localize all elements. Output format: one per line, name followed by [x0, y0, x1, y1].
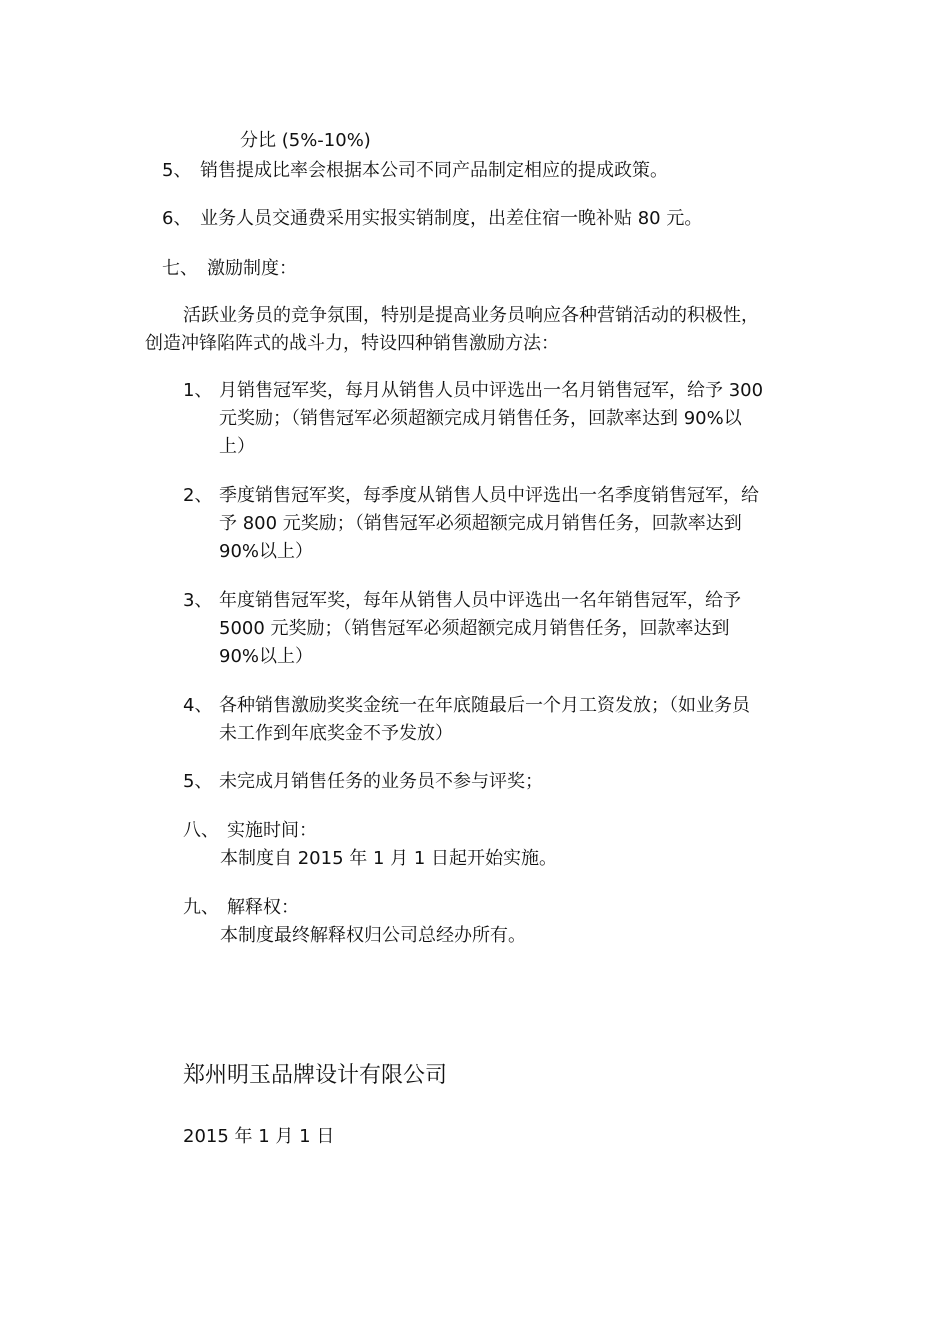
section-body: 本制度自 2015 年 1 月 1 日起开始实施。 — [220, 848, 558, 869]
item-text: 销售提成比率会根据本公司不同产品制定相应的提成政策。 — [200, 160, 668, 181]
item-line: 年度销售冠军奖，每年从销售人员中评选出一名年销售冠军，给予 — [219, 590, 741, 611]
company-name: 郑州明玉品牌设计有限公司 — [183, 1063, 448, 1088]
section-body: 本制度最终解释权归公司总经办所有。 — [220, 925, 526, 946]
item-line: 元奖励；（销售冠军必须超额完成月销售任务，回款率达到 90%以 — [219, 408, 742, 429]
section-number: 八、 — [183, 820, 219, 841]
item-line: 上） — [219, 436, 255, 457]
item-line: 90%以上） — [219, 646, 314, 667]
section-title: 激励制度： — [207, 258, 297, 279]
item-line: 予 800 元奖励；（销售冠军必须超额完成月销售任务，回款率达到 — [219, 513, 742, 534]
item-number: 6、 — [162, 208, 192, 229]
item-line: 未完成月销售任务的业务员不参与评奖； — [219, 771, 543, 792]
intro-line: 创造冲锋陷阵式的战斗力，特设四种销售激励方法： — [145, 333, 559, 354]
item-line: 5000 元奖励；（销售冠军必须超额完成月销售任务，回款率达到 — [219, 618, 730, 639]
item-text: 业务人员交通费采用实报实销制度，出差住宿一晚补贴 80 元。 — [200, 208, 703, 229]
item-number: 1、 — [183, 380, 213, 401]
item-number: 5、 — [162, 160, 192, 181]
item-number: 4、 — [183, 695, 213, 716]
section-number: 九、 — [183, 897, 219, 918]
intro-line: 活跃业务员的竞争氛围，特别是提高业务员响应各种营销活动的积极性， — [183, 305, 759, 326]
item-number: 2、 — [183, 485, 213, 506]
item-line: 月销售冠军奖，每月从销售人员中评选出一名月销售冠军，给予 300 — [219, 380, 764, 401]
continued-line: 分比 (5%-10%) — [240, 130, 371, 151]
section-number: 七、 — [162, 258, 198, 279]
item-line: 各种销售激励奖奖金统一在年底随最后一个月工资发放；（如业务员 — [219, 695, 750, 716]
item-line: 未工作到年底奖金不予发放） — [219, 723, 453, 744]
item-line: 季度销售冠军奖，每季度从销售人员中评选出一名季度销售冠军，给 — [219, 485, 759, 506]
section-title: 解释权： — [227, 897, 299, 918]
section-title: 实施时间： — [227, 820, 317, 841]
item-number: 5、 — [183, 771, 213, 792]
document-date: 2015 年 1 月 1 日 — [183, 1126, 335, 1147]
item-number: 3、 — [183, 590, 213, 611]
item-line: 90%以上） — [219, 541, 314, 562]
